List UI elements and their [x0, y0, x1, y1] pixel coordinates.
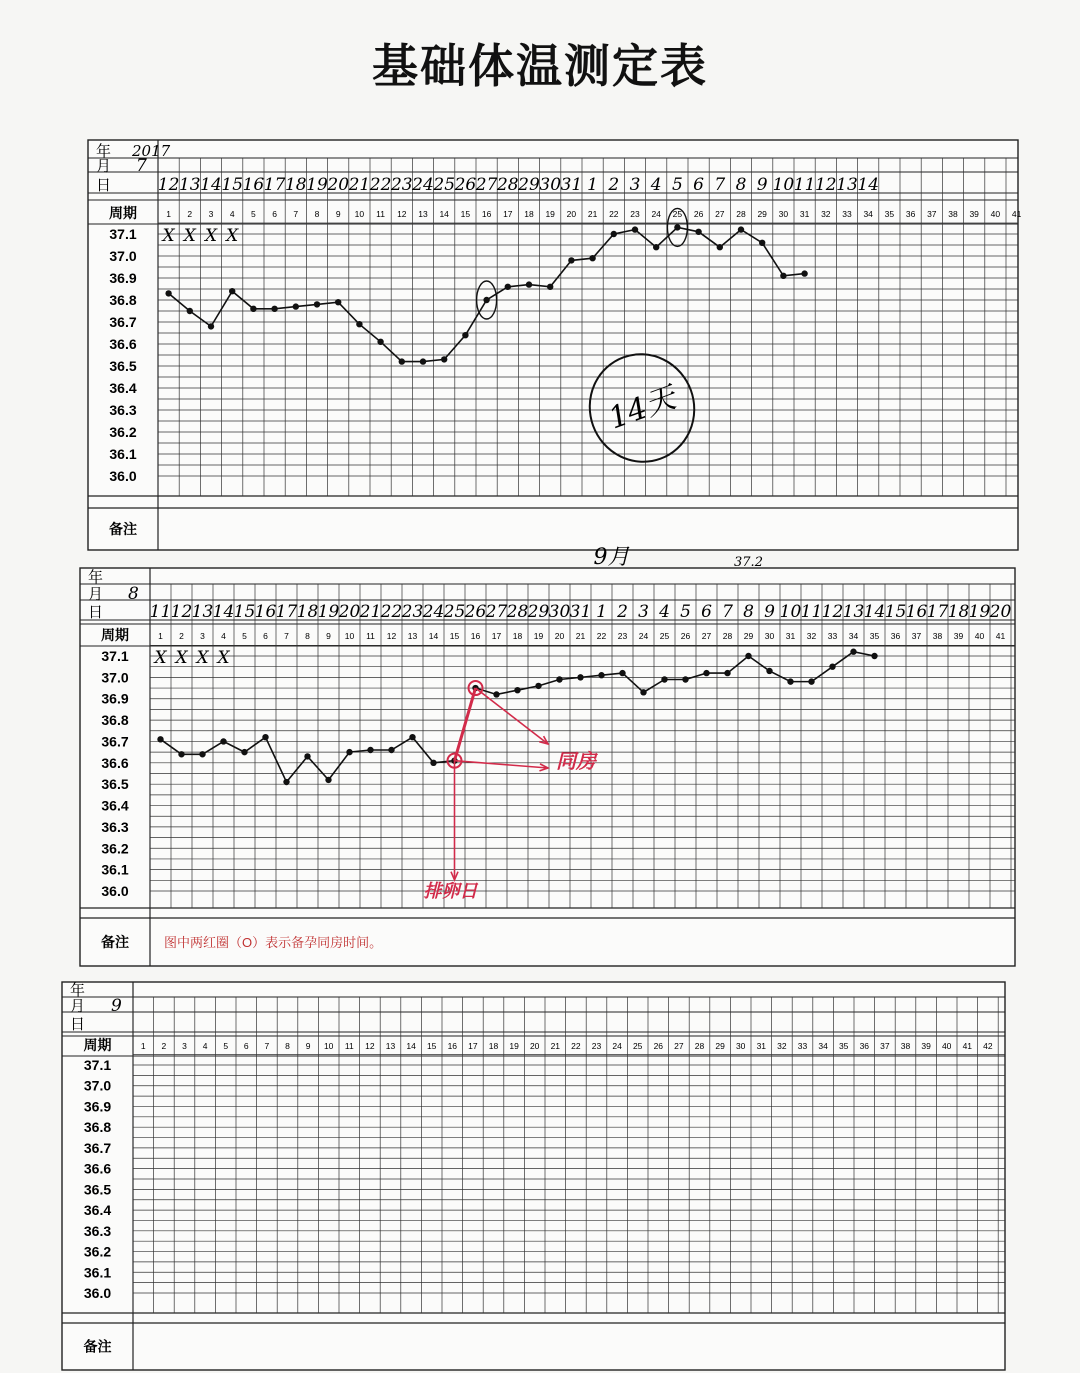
- cycle-day-label: 2: [179, 631, 184, 641]
- cycle-day-label: 27: [715, 209, 725, 219]
- cycle-day-label: 40: [941, 1041, 952, 1051]
- date-label: 21: [359, 602, 382, 622]
- month-label: 月: [96, 158, 112, 175]
- cycle-day-label: 7: [264, 1041, 270, 1051]
- cycle-label: 周期: [109, 205, 137, 221]
- day-label: 日: [70, 1016, 86, 1033]
- cycle-day-label: 9: [305, 1041, 311, 1051]
- cycle-day-label: 29: [715, 1041, 725, 1051]
- menstruation-mark: X: [162, 226, 175, 246]
- notes-label: 备注: [83, 1338, 112, 1355]
- cycle-day-label: 35: [884, 209, 895, 219]
- date-label: 13: [836, 175, 858, 195]
- cycle-day-label: 27: [674, 1041, 684, 1051]
- cycle-day-label: 25: [632, 1041, 643, 1051]
- menstruation-mark: X: [196, 648, 209, 668]
- cycle-day-label: 15: [460, 209, 471, 219]
- cycle-day-label: 14: [406, 1041, 416, 1051]
- date-label: 12: [157, 175, 180, 195]
- date-label: 4: [650, 175, 662, 195]
- date-label: 13: [842, 602, 865, 622]
- date-label: 2: [608, 175, 620, 195]
- date-label: 10: [772, 175, 795, 195]
- cycle-day-label: 29: [757, 209, 767, 219]
- cycle-day-label: 13: [385, 1041, 396, 1051]
- temperature-tick-label: 36.9: [101, 690, 129, 707]
- cycle-day-label: 30: [778, 209, 789, 219]
- cycle-day-label: 26: [653, 1041, 664, 1051]
- day-label: 日: [96, 177, 112, 194]
- cycle-day-label: 32: [777, 1041, 787, 1051]
- date-label: 15: [221, 175, 244, 195]
- temperature-tick-label: 36.8: [101, 712, 129, 729]
- date-label: 29: [527, 602, 550, 622]
- cycle-day-label: 18: [488, 1041, 499, 1051]
- cycle-day-label: 19: [545, 209, 555, 219]
- temperature-tick-label: 36.8: [109, 292, 137, 308]
- date-label: 16: [905, 602, 928, 622]
- cycle-day-label: 33: [827, 631, 838, 641]
- cycle-day-label: 34: [863, 209, 873, 219]
- cycle-day-label: 2: [187, 209, 193, 219]
- cycle-day-label: 8: [305, 631, 310, 641]
- date-label: 11: [800, 602, 823, 622]
- temperature-tick-label: 36.0: [109, 468, 137, 484]
- cycle-day-label: 37: [880, 1041, 890, 1051]
- cycle-day-label: 20: [529, 1041, 540, 1051]
- temperature-tick-label: 36.4: [109, 380, 137, 396]
- cycle-day-label: 36: [859, 1041, 870, 1051]
- cycle-day-label: 21: [550, 1041, 561, 1051]
- cycle-day-label: 41: [995, 631, 1006, 641]
- cycle-day-label: 33: [842, 209, 852, 219]
- cycle-day-label: 12: [397, 209, 407, 219]
- cycle-day-label: 18: [524, 209, 534, 219]
- date-label: 3: [638, 602, 649, 622]
- month-label: 月: [70, 998, 86, 1015]
- year-label: 年: [96, 143, 112, 160]
- cycle-day-label: 13: [418, 209, 428, 219]
- label-tongfang: 同房: [556, 749, 596, 773]
- cycle-day-label: 38: [948, 209, 958, 219]
- notes-label: 备注: [109, 521, 137, 537]
- cycle-day-label: 25: [672, 209, 683, 219]
- cycle-day-label: 36: [890, 631, 901, 641]
- cycle-day-label: 15: [449, 631, 460, 641]
- cycle-day-label: 20: [554, 631, 565, 641]
- cycle-day-label: 31: [756, 1041, 767, 1051]
- cycle-day-label: 22: [571, 1041, 581, 1051]
- date-label: 11: [149, 602, 172, 622]
- date-label: 14: [200, 175, 222, 195]
- date-label: 17: [926, 602, 949, 622]
- annotation-14-days: 14天: [604, 380, 681, 437]
- cycle-day-label: 1: [166, 209, 171, 219]
- date-label: 14: [857, 175, 880, 195]
- cycle-day-label: 37: [911, 631, 922, 641]
- cycle-day-label: 4: [202, 1041, 208, 1051]
- temperature-tick-label: 36.0: [101, 883, 129, 899]
- cycle-day-label: 40: [974, 631, 985, 641]
- temperature-tick-label: 36.7: [101, 733, 129, 750]
- date-label: 9: [756, 175, 768, 195]
- temperature-tick-label: 36.2: [83, 1243, 112, 1260]
- cycle-day-label: 25: [659, 631, 670, 641]
- cycle-day-label: 39: [953, 631, 964, 641]
- cycle-day-label: 19: [533, 631, 544, 641]
- cycle-day-label: 21: [575, 631, 586, 641]
- date-label: 16: [242, 175, 265, 195]
- cycle-day-label: 20: [566, 209, 577, 219]
- date-label: 21: [348, 175, 371, 195]
- temperature-tick-label: 36.2: [109, 424, 137, 440]
- year-label: 年: [88, 569, 104, 586]
- date-label: 5: [671, 175, 683, 195]
- temperature-tick-label: 36.1: [109, 446, 137, 462]
- cycle-day-label: 11: [344, 1041, 354, 1051]
- date-label: 22: [380, 602, 403, 622]
- temperature-tick-label: 36.5: [101, 776, 129, 793]
- cycle-day-label: 6: [263, 631, 268, 641]
- date-label: 14: [863, 602, 886, 622]
- temperature-tick-label: 36.6: [101, 754, 129, 771]
- temperature-tick-label: 36.4: [83, 1202, 112, 1219]
- cycle-day-label: 27: [701, 631, 712, 641]
- cycle-day-label: 23: [630, 209, 640, 219]
- date-label: 18: [947, 602, 970, 622]
- cycle-day-label: 34: [848, 631, 859, 641]
- date-label: 27: [475, 175, 498, 195]
- cycle-day-label: 24: [612, 1041, 622, 1051]
- date-label: 12: [814, 175, 837, 195]
- cycle-day-label: 8: [314, 209, 320, 219]
- cycle-label: 周期: [101, 627, 129, 643]
- date-label: 26: [464, 602, 487, 622]
- temperature-tick-label: 37.0: [101, 669, 129, 686]
- cycle-day-label: 37: [927, 209, 937, 219]
- cycle-day-label: 28: [722, 631, 733, 641]
- notes-label: 备注: [101, 934, 129, 950]
- cycle-day-label: 14: [439, 209, 449, 219]
- cycle-day-label: 15: [426, 1041, 437, 1051]
- cycle-day-label: 29: [743, 631, 754, 641]
- cycle-day-label: 24: [651, 209, 661, 219]
- cycle-day-label: 34: [818, 1041, 828, 1051]
- month-change-label: 9月: [593, 545, 630, 570]
- temperature-tick-label: 37.0: [83, 1077, 112, 1094]
- cycle-day-label: 6: [272, 209, 277, 219]
- date-label: 5: [680, 602, 691, 622]
- date-label: 8: [735, 175, 747, 195]
- temperature-tick-label: 37.0: [109, 248, 137, 264]
- cycle-day-label: 41: [962, 1041, 973, 1051]
- cycle-day-label: 30: [735, 1041, 746, 1051]
- date-label: 8: [743, 602, 754, 622]
- date-label: 4: [659, 602, 670, 622]
- year-label: 年: [70, 982, 86, 999]
- date-label: 29: [518, 175, 540, 195]
- date-label: 11: [793, 175, 816, 195]
- date-label: 10: [779, 602, 802, 622]
- cycle-day-label: 5: [242, 631, 247, 641]
- cycle-day-label: 16: [470, 631, 481, 641]
- cycle-day-label: 17: [491, 631, 502, 641]
- cycle-day-label: 36: [905, 209, 916, 219]
- temperature-tick-label: 36.6: [109, 336, 137, 352]
- cycle-day-label: 3: [182, 1041, 187, 1051]
- date-label: 17: [263, 175, 286, 195]
- date-label: 12: [170, 602, 193, 622]
- date-label: 16: [254, 602, 277, 622]
- peak-temperature-label: 37.2: [734, 555, 763, 570]
- date-label: 26: [454, 175, 477, 195]
- temperature-tick-label: 36.7: [83, 1139, 112, 1156]
- date-label: 6: [701, 602, 712, 622]
- menstruation-mark: X: [183, 226, 196, 246]
- temperature-tick-label: 36.5: [109, 358, 137, 374]
- cycle-day-label: 10: [344, 631, 355, 641]
- date-label: 2: [617, 602, 628, 622]
- date-label: 12: [821, 602, 844, 622]
- day-label: 日: [88, 604, 104, 621]
- cycle-day-label: 12: [365, 1041, 375, 1051]
- label-ovulation-day: 排卵日: [423, 881, 478, 902]
- cycle-day-label: 2: [161, 1041, 167, 1051]
- cycle-day-label: 32: [806, 631, 817, 641]
- menstruation-mark: X: [217, 648, 230, 668]
- cycle-day-label: 24: [638, 631, 649, 641]
- date-label: 22: [369, 175, 392, 195]
- menstruation-mark: X: [154, 648, 167, 668]
- date-label: 15: [884, 602, 907, 622]
- date-label: 23: [401, 602, 424, 622]
- temperature-tick-label: 36.9: [109, 270, 137, 286]
- cycle-day-label: 3: [200, 631, 205, 641]
- notes-text: 图中两红圈（O）表示备孕同房时间。: [164, 935, 383, 950]
- cycle-day-label: 11: [366, 631, 375, 641]
- cycle-day-label: 38: [900, 1041, 911, 1051]
- cycle-day-label: 26: [693, 209, 704, 219]
- menstruation-mark: X: [226, 226, 239, 246]
- cycle-day-label: 19: [509, 1041, 519, 1051]
- cycle-day-label: 10: [323, 1041, 334, 1051]
- date-label: 6: [693, 175, 705, 195]
- month-label: 月: [88, 586, 104, 603]
- cycle-day-label: 5: [223, 1041, 229, 1051]
- cycle-day-label: 8: [285, 1041, 290, 1051]
- cycle-day-label: 4: [221, 631, 226, 641]
- date-label: 13: [191, 602, 214, 622]
- cycle-day-label: 9: [326, 631, 331, 641]
- handwritten-month: 8: [128, 584, 139, 604]
- cycle-day-label: 22: [596, 631, 607, 641]
- date-label: 18: [296, 602, 319, 622]
- temperature-tick-label: 36.7: [109, 314, 137, 330]
- date-label: 28: [496, 175, 519, 195]
- cycle-day-label: 38: [932, 631, 943, 641]
- cycle-day-label: 18: [512, 631, 523, 641]
- date-label: 28: [506, 602, 529, 622]
- menstruation-mark: X: [204, 226, 218, 246]
- temperature-tick-label: 36.2: [101, 840, 129, 857]
- cycle-day-label: 5: [251, 209, 256, 219]
- temperature-tick-label: 36.8: [83, 1119, 112, 1136]
- temperature-tick-label: 37.1: [109, 226, 137, 242]
- date-label: 7: [714, 175, 726, 195]
- cycle-day-label: 40: [990, 209, 1001, 219]
- cycle-day-label: 1: [158, 631, 163, 641]
- cycle-label: 周期: [83, 1037, 112, 1053]
- cycle-day-label: 35: [869, 631, 880, 641]
- temperature-tick-label: 37.1: [101, 648, 129, 664]
- cycle-day-label: 23: [617, 631, 628, 641]
- date-label: 1: [596, 602, 607, 622]
- handwritten-year: 2017: [132, 142, 171, 160]
- cycle-day-label: 17: [503, 209, 513, 219]
- date-label: 20: [327, 175, 350, 195]
- temperature-tick-label: 36.1: [101, 861, 129, 878]
- date-label: 19: [968, 602, 991, 622]
- date-label: 23: [390, 175, 413, 195]
- temperature-tick-label: 36.3: [109, 402, 137, 418]
- cycle-day-label: 23: [591, 1041, 602, 1051]
- date-label: 3: [629, 175, 641, 195]
- date-label: 27: [485, 602, 508, 622]
- temperature-tick-label: 36.0: [83, 1285, 112, 1301]
- cycle-day-label: 4: [229, 209, 235, 219]
- cycle-day-label: 42: [983, 1041, 993, 1051]
- cycle-day-label: 7: [293, 209, 299, 219]
- handwritten-month: 7: [136, 156, 147, 176]
- date-label: 20: [338, 602, 361, 622]
- date-label: 9: [764, 602, 775, 622]
- cycle-day-label: 32: [821, 209, 831, 219]
- cycle-day-label: 12: [386, 631, 397, 641]
- date-label: 18: [284, 175, 307, 195]
- cycle-day-label: 16: [447, 1041, 458, 1051]
- date-label: 30: [548, 602, 571, 622]
- date-label: 20: [989, 602, 1012, 622]
- date-label: 25: [443, 602, 466, 622]
- cycle-day-label: 6: [243, 1041, 249, 1051]
- date-label: 13: [178, 175, 201, 195]
- cycle-day-label: 17: [468, 1041, 478, 1051]
- cycle-day-label: 11: [376, 209, 386, 219]
- cycle-day-label: 10: [354, 209, 365, 219]
- date-label: 7: [722, 602, 733, 622]
- menstruation-mark: X: [175, 648, 188, 668]
- cycle-day-label: 14: [428, 631, 439, 641]
- cycle-day-label: 39: [921, 1041, 931, 1051]
- cycle-day-label: 31: [799, 209, 810, 219]
- cycle-day-label: 33: [797, 1041, 808, 1051]
- cycle-day-label: 30: [764, 631, 775, 641]
- temperature-tick-label: 36.4: [101, 797, 129, 814]
- temperature-tick-label: 36.6: [83, 1160, 112, 1177]
- cycle-day-label: 13: [407, 631, 418, 641]
- date-label: 1: [587, 175, 599, 195]
- cycle-day-label: 26: [680, 631, 691, 641]
- cycle-day-label: 16: [481, 209, 492, 219]
- date-label: 19: [317, 602, 340, 622]
- cycle-day-label: 9: [335, 209, 341, 219]
- date-label: 24: [412, 175, 434, 195]
- page-title: 基础体温测定表: [372, 39, 708, 93]
- date-label: 19: [306, 175, 328, 195]
- cycle-day-label: 1: [140, 1041, 146, 1051]
- temperature-tick-label: 36.1: [83, 1264, 112, 1281]
- date-label: 31: [569, 602, 592, 622]
- cycle-day-label: 21: [587, 209, 598, 219]
- date-label: 17: [275, 602, 298, 622]
- cycle-day-label: 31: [785, 631, 796, 641]
- date-label: 30: [539, 175, 562, 195]
- date-label: 31: [560, 175, 583, 195]
- temperature-tick-label: 37.1: [83, 1057, 112, 1073]
- date-label: 14: [212, 602, 235, 622]
- cycle-day-label: 35: [838, 1041, 849, 1051]
- handwritten-month: 9: [111, 996, 122, 1016]
- cycle-day-label: 39: [969, 209, 979, 219]
- cycle-day-label: 3: [208, 209, 214, 219]
- temperature-tick-label: 36.3: [83, 1222, 112, 1239]
- temperature-tick-label: 36.9: [83, 1098, 112, 1115]
- cycle-day-label: 28: [736, 209, 746, 219]
- temperature-tick-label: 36.5: [83, 1181, 112, 1198]
- date-label: 24: [422, 602, 445, 622]
- temperature-tick-label: 36.3: [101, 818, 129, 835]
- date-label: 15: [233, 602, 256, 622]
- cycle-day-label: 7: [284, 631, 289, 641]
- cycle-day-label: 41: [1011, 209, 1022, 219]
- date-label: 25: [433, 175, 456, 195]
- cycle-day-label: 28: [694, 1041, 705, 1051]
- cycle-day-label: 22: [609, 209, 619, 219]
